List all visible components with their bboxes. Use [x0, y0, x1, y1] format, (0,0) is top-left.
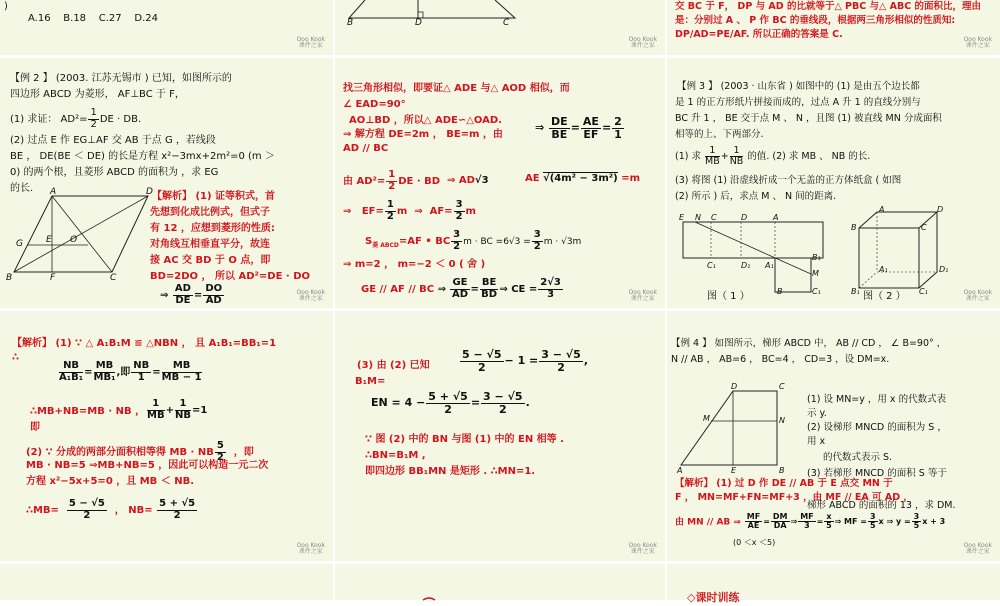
text-line: (2) 过点 E 作 EG⊥AF 交 AB 于点 G ，若线段	[10, 135, 216, 146]
text-line: 的长.	[10, 183, 34, 194]
slide-5	[335, 58, 665, 308]
text-line: (1) 求 $\frac{1}{MB}$ + $\frac{1}{NB}$ 的值. (2) 求 MB 、 NB 的长.	[675, 145, 871, 167]
analysis-line: 对角线互相垂直平分，故连	[150, 239, 270, 250]
label-a: A	[773, 213, 779, 222]
analysis-line: 【解析】 (1) 证等积式，首	[152, 191, 276, 202]
label-g: G	[16, 239, 23, 249]
watermark: Ooo Kook 课件之家	[963, 289, 992, 302]
slide-1	[0, 0, 333, 55]
label-a1: A₁	[879, 265, 888, 274]
label-c: C	[921, 223, 927, 232]
analysis-line: 【解析】 (1) 过 D 作 DE // AB 于 E 点交 MN 于	[675, 478, 893, 489]
watermark: Ooo Kook 课件之家	[296, 36, 325, 49]
text-line: AO⊥BD ，所以△ ADE∽△OAD.	[349, 115, 502, 126]
slide-4	[0, 58, 333, 308]
label-d1: D₁	[741, 261, 751, 270]
label-d: D	[731, 382, 738, 391]
question: (2) 设梯形 MNCD 的面积为 S ，	[807, 422, 947, 433]
label-c: C	[779, 382, 785, 391]
label-n: N	[695, 213, 701, 222]
text-line: ∴MB+NB=MB · NB ，	[30, 406, 146, 417]
trapezoid-figure	[677, 385, 797, 471]
formula: ∴MB= $\frac{5 - √5}{2}$ ， NB= $\frac{5 + √5}{2}$	[26, 498, 196, 521]
formula: ⇒ $\frac{DE}{BE}$ = $\frac{AE}{EF}$ = $\frac{2}{1}$	[535, 115, 622, 141]
answer-options: A.16 B.18 C.27 D.24	[28, 13, 158, 24]
analysis-line: 先想到化成比例式，但式子	[150, 207, 270, 218]
formula: ⇒ AD√3	[447, 175, 489, 186]
label-b: B	[851, 223, 857, 232]
label-b: B	[347, 18, 354, 28]
text-line: 交 BC 于 F， DP 与 AD 的比就等于△ PBC 与△ ABC 的面积比，理由	[675, 1, 982, 12]
question: (1) 设 MN=y ，用 x 的代数式表	[807, 394, 947, 405]
text-line: N // AB ， AB=6 ， BC=4 ， CD=3 ，设 DM=x.	[671, 354, 890, 365]
formula: $\frac{5 - √5}{2}$ − 1 = $\frac{3 - √5}{2}$ ,	[462, 348, 588, 374]
formula: $S_{菱 ABCD}=AF$ • BC $\frac{3}{2}$ m · BC =6√3 = $\frac{3}{2}$ m · √3m	[365, 229, 582, 252]
formula: ⇒ EF= $\frac{1}{2}$ m ⇒ AF= $\frac{3}{2}$ m	[343, 199, 476, 222]
label-b1: B₁	[851, 287, 860, 296]
paren: )	[4, 1, 8, 12]
watermark: Ooo Kook 课件之家	[963, 542, 992, 555]
label-b: B	[777, 287, 783, 296]
slide-3	[667, 0, 1000, 55]
label-a: A	[677, 466, 683, 475]
figure-caption: 图（ 1 ）	[707, 291, 750, 302]
formula: 由 AD²= $\frac{1}{2}$ DE · BD	[343, 169, 441, 192]
label-a1: A₁	[765, 261, 774, 270]
label-d: D	[937, 205, 944, 214]
watermark: Ooo Kook 课件之家	[296, 542, 325, 555]
text-line: ⇒ 解方程 DE=2m ， BE=m ，由	[343, 129, 503, 140]
label-o: O	[70, 235, 78, 245]
text-line: B₁M=	[355, 376, 386, 387]
text-line: ∴BN=B₁M ,	[365, 450, 426, 461]
label-b: B	[6, 273, 13, 283]
slide-9	[667, 311, 1000, 561]
label-c1b: C₁	[812, 287, 821, 296]
text-line: 【解析】 (1) ∵ △ A₁B₁M ≌ △NBN ， 且 A₁B₁=BB₁=1	[12, 338, 277, 349]
text-line: 是：分别过 A 、 P 作 BC 的垂线段，根据两三角形相似的性质知:	[675, 15, 956, 26]
text-line: 即	[30, 422, 40, 433]
formula: EN = 4 − $\frac{5 + √5}{2}$ = $\frac{3 - √5}{2}$ .	[371, 390, 530, 416]
triangle-figure	[335, 0, 665, 55]
section-title: ◇课时训练	[687, 591, 740, 604]
example-title: 【例 3 】 (2003 · 山东省 ) 如图中的 (1) 是由五个边长都	[677, 81, 920, 92]
question: (3) 若梯形 MNCD 的面积 S 等于	[807, 468, 947, 479]
text-line: (2) ∵ 分成的两部分面积相等得 MB · NB $\frac{5}{2}$ ，即	[26, 440, 254, 463]
label-n: N	[779, 416, 785, 425]
question: 用 x	[807, 436, 826, 447]
text-line: 0) 的两个根，且菱形 ABCD 的面积为 ，求 EG	[10, 167, 219, 178]
figure-caption: 图（ 2 ）	[863, 291, 906, 302]
text-line: (3) 将图 (1) 沿虚线折成一个无盖的正方体纸盒 ( 如图	[675, 175, 902, 186]
label-m: M	[703, 414, 710, 423]
text-line: BE ， DE(BE ＜ DE) 的长是方程 x²−3mx+2m²=0 (m ＞	[10, 151, 275, 162]
watermark: Ooo Kook 课件之家	[296, 289, 325, 302]
text-line: 相等的上、下两部分.	[675, 129, 764, 140]
analysis-line: F ， MN=MF+FN=MF+3 ，由 MF // EA 可 AD ，	[675, 492, 913, 503]
label-c1: C₁	[707, 261, 716, 270]
label-c: C	[503, 18, 510, 28]
text-line: 即四边形 BB₁MN 是矩形 . ∴MN=1.	[365, 466, 536, 477]
watermark: Ooo Kook 课件之家	[628, 36, 657, 49]
text-line: 四边形 ABCD 为菱形， AF⊥BC 于 F，	[10, 89, 185, 100]
slide-6	[667, 58, 1000, 308]
text-line: BC 升 1 ， BE 交于点 M 、 N ，且图 (1) 被直线 MN 分成面积	[675, 113, 942, 124]
label-d: D	[741, 213, 748, 222]
example-title: 【例 2 】 (2003. 江苏无锡市 ) 已知，如图所示的	[10, 73, 232, 84]
label-c: C	[110, 273, 117, 283]
text-line: MB · NB=5 ⇒MB+NB=5 ，因此可以构造一元二次	[26, 460, 269, 471]
text-line: (2) 所示 ) 后，求点 M 、 N 间的距离.	[675, 191, 837, 202]
text-line: (3) 由 (2) 已知	[357, 360, 430, 371]
text-line: AD // BC	[343, 143, 389, 154]
label-e: E	[46, 235, 52, 245]
label-b1: B₁	[812, 253, 821, 262]
formula: $\frac{1}{MB}$ + $\frac{1}{NB}$ =1	[147, 398, 208, 421]
formula: $\frac{NB}{\text{A₁B₁}}$ = $\frac{MB}{\text{MB₁}}$ ,即 $\frac{NB}{1}$ = $\frac{MB}{MB - 1}$	[59, 360, 202, 383]
formula: 由 MN // AB ⇒ $\frac{MF}{AE}$ = $\frac{DM}{DA}$ ⇒ $\frac{MF}{3}$ = $\frac{x}{5}$ ⇒ MF = $\frac{3}{5}$ x ⇒ y = $\frac{3}{5}$ x + 3	[675, 512, 946, 531]
text-line: ∠ EAD=90°	[343, 99, 406, 110]
domain-note: (0 ＜x ＜5)	[733, 538, 776, 547]
text-line: ∵ 图 (2) 中的 BN 与图 (1) 中的 EN 相等 .	[365, 434, 564, 445]
label-d1: D₁	[939, 265, 949, 274]
label-d: D	[146, 187, 153, 197]
label-c: C	[711, 213, 717, 222]
slide-7	[0, 311, 333, 561]
label-b: B	[779, 466, 785, 475]
text-line: 是 1 的正方形纸片拼接而成的，过点 A 升 1 的直线分别与	[675, 97, 921, 108]
text-line: DP/AD=PE/AF. 所以正确的答案是 C.	[675, 29, 843, 40]
analysis-line: 有 12 ，应想到菱形的性质:	[150, 223, 275, 234]
example-title: 【例 4 】 如图所示，梯形 ABCD 中， AB // CD ， ∠ B=90° ，	[671, 338, 947, 349]
text-line: ∴	[12, 352, 19, 363]
slide-2	[335, 0, 665, 55]
label-a: A	[879, 205, 885, 214]
label-c1: C₁	[919, 287, 928, 296]
slide-11	[335, 564, 665, 600]
analysis-line: BD=2DO ， 所以 AD²=DE · DO	[150, 271, 310, 282]
text-line: 方程 x²−5x+5=0 ，且 MB ＜ NB.	[26, 476, 195, 487]
label-d: D	[415, 18, 422, 28]
watermark: Ooo Kook 课件之家	[628, 289, 657, 302]
analysis-line: 接 AC 交 BD 于 O 点，即	[150, 255, 271, 266]
cube-figure	[855, 208, 945, 298]
rhombus-figure	[8, 188, 158, 278]
slide-12	[667, 564, 1000, 604]
label-e: E	[679, 213, 685, 222]
text-line: 找三角形相似，即要证△ ADE 与△ AOD 相似，而	[343, 83, 570, 94]
slide-8	[335, 311, 665, 561]
decorative-mark	[421, 594, 441, 604]
question: 的代数式表示 S.	[823, 452, 893, 463]
slide-10	[0, 564, 333, 600]
question: 示 y.	[807, 408, 827, 419]
watermark: Ooo Kook 课件之家	[963, 36, 992, 49]
formula: ⇒ $\frac{AD}{DE}$ = $\frac{DO}{AD}$	[160, 283, 223, 306]
label-e: E	[731, 466, 737, 475]
text-line: (1) 求证： AD²= $\frac{1}{2}$ DE · DB.	[10, 107, 142, 130]
question: 梯形 ABCD 的面积的 13 ，求 DM.	[807, 500, 956, 511]
formula: AE √(4m² − 3m²) =m	[525, 173, 641, 184]
label-f: F	[50, 273, 56, 283]
label-a: A	[50, 187, 57, 197]
text-line: ⇒ m=2 ， m=−2 ＜ 0 ( 舍 )	[343, 259, 486, 270]
watermark: Ooo Kook 课件之家	[628, 542, 657, 555]
label-m: M	[812, 269, 819, 278]
formula: GE // AF // BC ⇒ $\frac{GE}{AD}$ = $\frac{BE}{BD}$ ⇒ CE = $\frac{2√3}{3}$	[361, 277, 561, 300]
